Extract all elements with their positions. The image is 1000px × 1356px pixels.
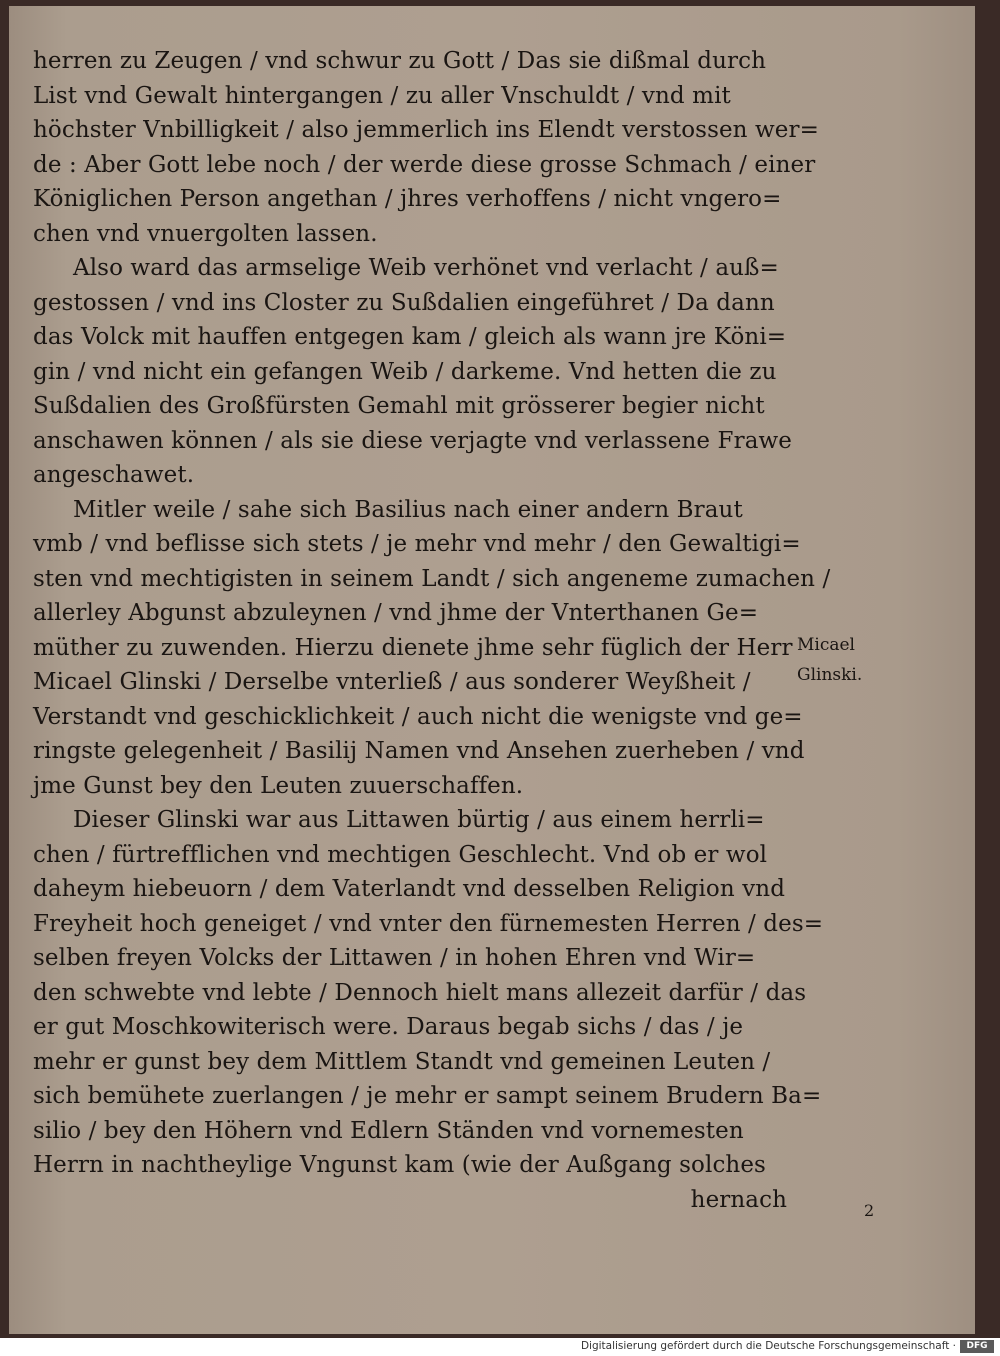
text-line: silio / bey den Höhern vnd Edlern Ständen vnd vornemesten: [33, 1117, 744, 1144]
text-line: Herrn in nachtheylige Vngunst kam (wie der Außgang solches: [33, 1152, 766, 1178]
signature-mark: 2: [864, 1201, 875, 1220]
text-line: gestossen / vnd ins Closter zu Sußdalien eingeführet / Da dann: [33, 289, 775, 316]
text-line: daheym hiebeuorn / dem Vaterlandt vnd desselben Religion vnd: [33, 876, 786, 902]
text-line: mehr er gunst bey dem Mittlem Standt vnd gemeinen Leuten /: [33, 1048, 771, 1075]
text-line: das Volck mit hauffen entgegen kam / gleich als wann jre Köni=: [33, 324, 787, 350]
text-line: jme Gunst bey den Leuten zuuerschaffen.: [33, 772, 524, 799]
text-line: Freyheit hoch geneiget / vnd vnter den fürnemesten Herren / des=: [33, 910, 824, 937]
text-line: den schwebte vnd lebte / Dennoch hielt mans allezeit darfür / das: [33, 979, 807, 1006]
text-line: List vnd Gewalt hintergangen / zu aller Vnschuldt / vnd mit: [33, 82, 731, 109]
footer-bar: [0, 1338, 1000, 1356]
text-line: Micael Glinski / Derselbe vnterließ / aus sonderer Weyßheit /: [33, 669, 751, 695]
text-line: Dieser Glinski war aus Littawen bürtig / aus einem herrli=: [73, 807, 765, 833]
main-text: [33, 44, 831, 1217]
dfg-logo-icon: DFG: [960, 1340, 994, 1353]
text-line: Verstandt vnd geschicklichkeit / auch nicht die wenigste vnd ge=: [33, 703, 803, 730]
text-line: müther zu zuwenden. Hierzu dienete jhme sehr füglich der Herr: [33, 634, 793, 661]
text-line: höchster Vnbilligkeit / also jemmerlich ins Elendt verstossen wer=: [33, 117, 819, 143]
text-line: chen vnd vnuergolten lassen.: [33, 220, 378, 247]
text-line: Sußdalien des Großfürsten Gemahl mit grösserer begier nicht: [33, 393, 765, 419]
text-line: gin / vnd nicht ein gefangen Weib / darkeme. Vnd hetten die zu: [33, 358, 777, 385]
catchword: hernach: [690, 1186, 787, 1213]
text-line: selben freyen Volcks der Littawen / in hohen Ehren vnd Wir=: [33, 945, 756, 971]
text-line: ringste gelegenheit / Basilij Namen vnd Ansehen zuerheben / vnd: [33, 738, 805, 764]
text-line: sten vnd mechtigisten in seinem Landt / sich angeneme zumachen /: [33, 565, 831, 592]
marginal-note-line: Glinski.: [797, 665, 863, 685]
marginal-note-line: Micael: [797, 635, 855, 655]
text-line: Königlichen Person angethan / jhres verhoffens / nicht vngero=: [33, 186, 782, 212]
text-line: herren zu Zeugen / vnd schwur zu Gott / Das sie dißmal durch: [33, 48, 766, 74]
text-line: Also ward das armselige Weib verhönet vnd verlacht / auß=: [73, 255, 779, 281]
text-line: chen / fürtrefflichen vnd mechtigen Geschlecht. Vnd ob er wol: [33, 841, 768, 868]
text-line: sich bemühete zuerlangen / je mehr er sampt seinem Brudern Ba=: [33, 1083, 822, 1109]
marginal-note: [797, 630, 862, 690]
text-line: de : Aber Gott lebe noch / der werde diese grosse Schmach / einer: [33, 151, 816, 178]
text-line: anschawen können / als sie diese verjagte vnd verlassene Frawe: [33, 427, 793, 454]
text-line: er gut Moschkowiterisch were. Daraus begab sichs / das / je: [33, 1014, 744, 1040]
funding-credit: Digitalisierung gefördert durch die Deutsche Forschungsgemeinschaft ·: [580, 1340, 956, 1352]
book-page: [9, 6, 975, 1334]
text-line: Mitler weile / sahe sich Basilius nach einer andern Braut: [73, 496, 743, 523]
text-line: vmb / vnd beflisse sich stets / je mehr vnd mehr / den Gewaltigi=: [33, 531, 801, 557]
text-line: angeschawet.: [33, 462, 195, 488]
text-line: allerley Abgunst abzuleynen / vnd jhme der Vnterthanen Ge=: [33, 600, 759, 626]
